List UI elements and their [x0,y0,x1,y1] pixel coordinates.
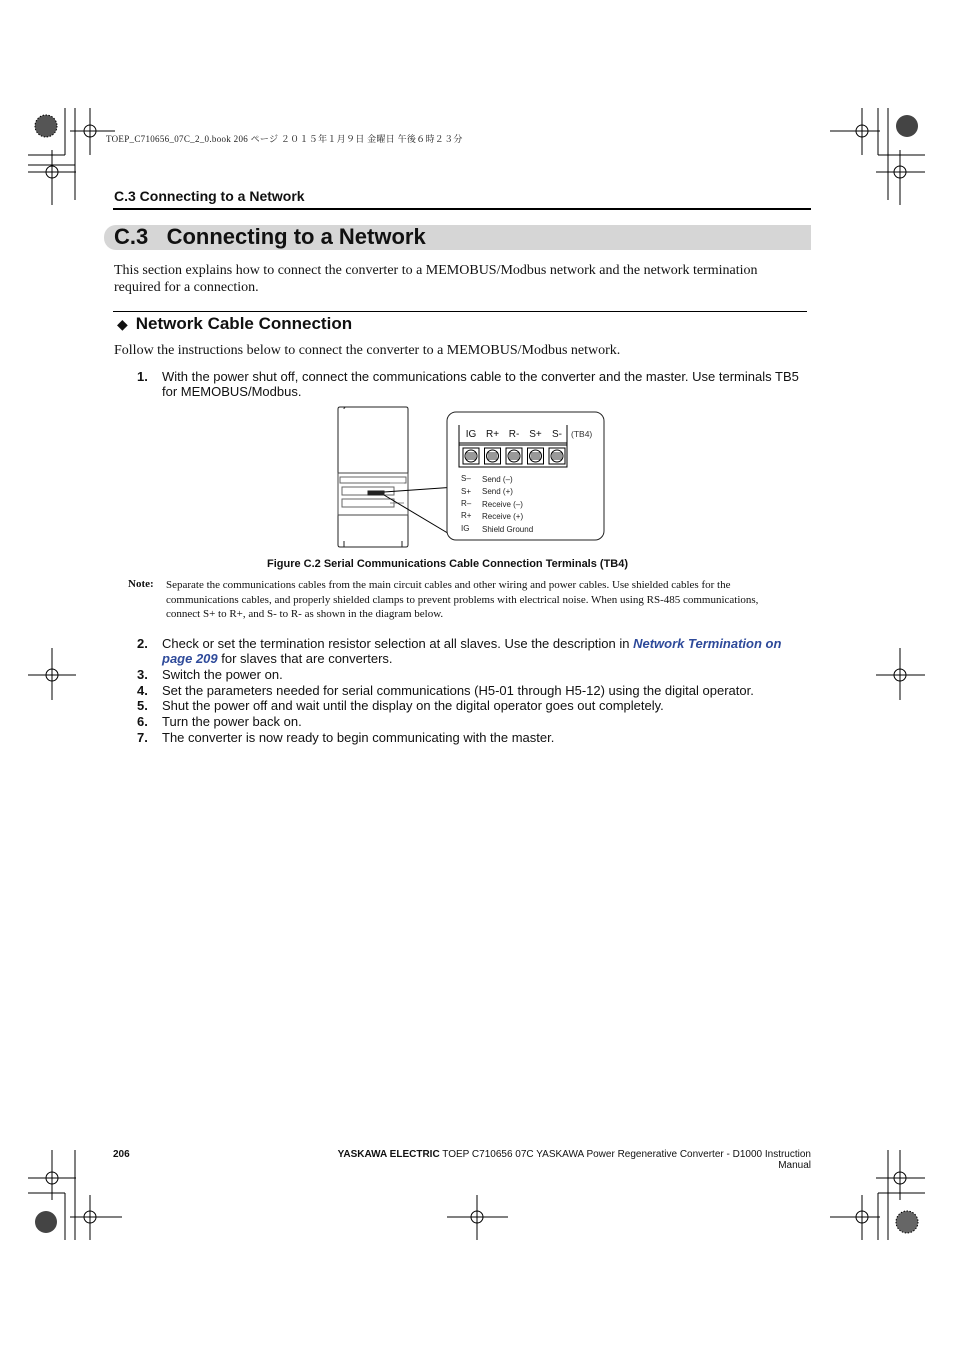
page-footer [316,1149,811,1171]
footer-brand: YASKAWA ELECTRIC [337,1149,440,1160]
subsection-lead: Follow the instructions below to connect the converter to a MEMOBUS/Modbus network. [114,343,621,358]
terminal-screw-icon [463,448,479,464]
terminal-label-rminus: R- [508,429,520,440]
step-text: With the power shut off, connect the communications cable to the converter and the master. Use terminals TB5 for MEMOBUS/Modbus. [162,369,799,399]
step-number: 4. [137,683,148,698]
legend-desc: Receive (–) [482,500,523,509]
terminal-screw-icon [549,448,565,464]
legend-desc: Shield Ground [482,525,534,534]
diamond-bullet-icon: ◆ [117,316,128,332]
legend-code: S+ [461,487,472,496]
note-label: Note: [128,578,154,590]
terminal-label-rplus: R+ [485,429,500,440]
converter-outline [338,407,408,547]
terminal-screw-icon [485,448,501,464]
footer-text: TOEP C710656 07C YASKAWA Power Regenerative Converter - D1000 Instruction Manual [439,1149,811,1171]
running-head-rule [113,208,811,210]
leader-line [384,495,456,538]
terminal-screw-icon [506,448,522,464]
tb4-label: (TB4) [571,429,593,439]
step-2 [114,636,804,668]
terminal-label-sminus: S- [552,429,562,440]
section-number: C.3 [114,224,149,249]
step-number: 5. [137,698,148,713]
step-text: The converter is now ready to begin communicating with the master. [162,730,555,745]
print-header: TOEP_C710656_07C_2_0.book 206 ページ ２０１５年１月９日 金曜日 午後６時２３分 [106,134,463,144]
section-intro: This section explains how to connect the converter to a MEMOBUS/Modbus network and the network termination required for a connection. [114,263,758,295]
legend-code: S– [461,474,471,483]
step-1 [114,369,804,401]
step-number: 1. [137,369,148,384]
step-number: 3. [137,667,148,682]
step-text: Set the parameters needed for serial communications (H5-01 through H5-12) using the digital operator. [162,683,754,698]
step-number: 6. [137,714,148,729]
terminal-label-splus: S+ [529,429,542,440]
step-text: Check or set the termination resistor selection at all slaves. Use the description in Network Termination on page 209 for slaves that are converters. [162,636,782,666]
subsection-rule [113,311,807,312]
step-text: Shut the power off and wait until the display on the digital operator goes out completely. [162,698,664,713]
section-title-text: Connecting to a Network [166,224,426,249]
step-text: Switch the power on. [162,667,283,682]
legend-code: R– [461,499,472,508]
step-number: 2. [137,636,148,651]
network-termination-link[interactable]: Network Termination on page 209 [162,636,782,666]
legend-desc: Receive (+) [482,512,524,521]
running-head: C.3 Connecting to a Network [114,188,305,204]
terminal-screw-icon [528,448,544,464]
figure-caption: Figure C.2 Serial Communications Cable Connection Terminals (TB4) [267,558,629,570]
page-number: 206 [113,1149,130,1160]
section-title [114,224,426,250]
note-text: Separate the communications cables from the main circuit cables and other wiring and power cables. Use shielded cables for the communications cables, and properly shielded clamps to prevent problems with electrical noise. When using RS-485 communications, connect S+ to R+, and S- to R- as shown in the diagram below. [166,579,759,620]
legend-desc: Send (+) [482,487,513,496]
tb4-terminal-diagram [334,405,609,550]
legend-code: IG [461,524,470,533]
legend-code: R+ [461,511,472,520]
step-number: 7. [137,730,148,745]
subsection-heading [117,314,352,334]
step-text: Turn the power back on. [162,714,302,729]
legend-desc: Send (–) [482,475,513,484]
subsection-title: Network Cable Connection [135,314,353,333]
leader-line [384,487,456,492]
terminal-label-ig: IG [465,429,477,440]
